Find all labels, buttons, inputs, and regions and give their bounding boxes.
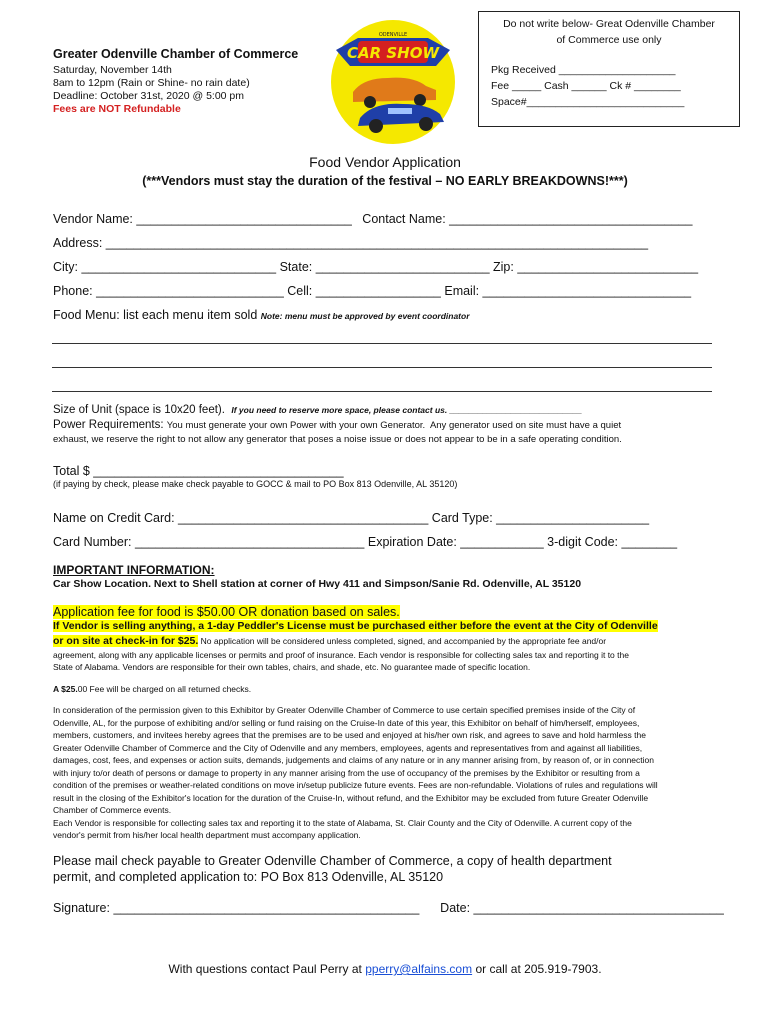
legal-line: vendor's permit from his/her local health department must accompany application.: [53, 830, 361, 840]
signature-date-field[interactable]: Signature: ____________________________________________ Date: ____________________________________: [53, 901, 724, 915]
peddler-rest-3: State of Alabama. Vendors are responsible for their own tables, chairs, and shade, etc. No guarantee made of specific location.: [53, 662, 531, 672]
office-heading-1: Do not write below- Great Odenville Chamber: [503, 18, 715, 30]
application-fee-line: [53, 605, 400, 619]
menu-line-1[interactable]: [52, 343, 712, 344]
legal-line: result in the closing of the Exhibitor's location for the duration of the Cruise-In, without refund, and the Exhibitor may be excluded from future Greater Odenville: [53, 792, 649, 803]
legal-text: [53, 704, 733, 842]
application-subtitle: (***Vendors must stay the duration of the festival – NO EARLY BREAKDOWNS!***): [142, 174, 628, 188]
event-date: Saturday, November 14th: [53, 64, 172, 76]
peddler-line-2: [53, 635, 606, 647]
legal-line: Odenville, AL, for the purpose of exhibiting and/or selling or fund raising on the Cruise-In date of this year, this Exhibitor on behalf of him/herself, employees,: [53, 717, 640, 728]
unit-size-field[interactable]: [53, 404, 582, 416]
peddler-text-1: If Vendor is selling anything, a 1-day Peddler's License must be purchased either before the event at the City of Odenville: [53, 620, 658, 632]
office-use-box: [478, 11, 740, 127]
logo-top-text: ODENVILLE: [378, 32, 408, 38]
peddler-rest-1: No application will be considered unless completed, signed, and accompanied by the appropriate fee and/or: [198, 636, 607, 646]
power-text-2: exhaust, we reserve the right to not allow any generator that poses a noise issue or does not appear to be in a safe operating condition.: [53, 434, 622, 445]
fee-cash-check: Fee _____ Cash ______ Ck # ________: [491, 80, 681, 92]
city-state-zip-field[interactable]: City: ____________________________ State: _________________________ Zip: __________________________: [53, 260, 699, 274]
contact-suffix: or call at 205.919-7903.: [472, 962, 602, 976]
peddler-text-2: or on site at check-in for $25.: [53, 635, 199, 647]
food-menu-label: [53, 308, 470, 322]
contact-prefix: With questions contact Paul Perry at: [168, 962, 366, 976]
legal-line: Greater Odenville Chamber of Commerce and the City of Odenville and any members, employees, agents and representatives from and against all liabilities,: [53, 742, 643, 753]
office-heading-2: of Commerce use only: [556, 34, 662, 46]
returned-check-fee: A $25.: [53, 684, 78, 694]
deadline: Deadline: October 31st, 2020 @ 5:00 pm: [53, 90, 245, 102]
car-show-logo: [318, 10, 468, 150]
application-fee-text: Application fee for food is $50.00 OR donation based on sales.: [53, 605, 400, 619]
total-check-note: (if paying by check, please make check payable to GOCC & mail to PO Box 813 Odenville, AL 35120): [53, 479, 458, 489]
legal-line: with injury to/or death of persons or damage to property in any manner arising from the use of occupancy of the premises by the Exhibitor or resulting from a: [53, 767, 640, 778]
space-number: Space#___________________________: [491, 96, 685, 108]
menu-line-3[interactable]: [52, 391, 712, 392]
power-label: Power Requirements:: [53, 419, 167, 431]
legal-line: Chamber of Commerce events.: [53, 805, 172, 815]
credit-card-name-type-field[interactable]: Name on Credit Card: ____________________________________ Card Type: ______________________: [53, 511, 650, 525]
application-title: Food Vendor Application: [309, 154, 461, 170]
legal-line: In consideration of the permission given to this Exhibitor by Greater Odenville Chamber of Commerce to use certain specified premises inside of the City of: [53, 705, 636, 715]
car-show-location: Car Show Location. Next to Shell station at corner of Hwy 411 and Simpson/Sanie Rd. Odenville, AL 35120: [53, 578, 582, 590]
fees-not-refundable: Fees are NOT Refundable: [53, 103, 181, 115]
returned-check-text: 00 Fee will be charged on all returned checks.: [77, 684, 252, 694]
important-heading: IMPORTANT INFORMATION:: [53, 563, 215, 577]
event-time: 8am to 12pm (Rain or Shine- no rain date): [53, 77, 250, 89]
organization-name: Greater Odenville Chamber of Commerce: [53, 47, 299, 61]
address-field[interactable]: Address: ______________________________________________________________________________: [53, 236, 649, 250]
food-menu-note: Note: menu must be approved by event coordinator: [260, 311, 470, 321]
legal-line: damages, cost, fees, and expenses or action suits, demands, judgements and claims of any nature or in any manner arising from, by reason of, or in connection: [53, 755, 654, 765]
mail-instructions-2: permit, and completed application to: PO Box 813 Odenville, AL 35120: [53, 870, 444, 884]
peddler-rest-2: agreement, along with any applicable licenses or permits and proof of insurance. Each vendor is responsible for collecting sales tax and reporting it to the: [53, 650, 629, 660]
vendor-contact-field[interactable]: Vendor Name: _______________________________ Contact Name: ___________________________________: [53, 212, 693, 226]
power-text-1: You must generate your own Power with your own Generator. Any generator used on site must have a quiet: [166, 420, 622, 431]
unit-size-note: If you need to reserve more space, please contact us. ____________________________: [231, 405, 582, 415]
power-requirements: [53, 419, 621, 431]
phone-cell-email-field[interactable]: Phone: ___________________________ Cell: __________________ Email: ______________________________: [53, 284, 692, 298]
total-field[interactable]: Total $ ____________________________________: [53, 464, 344, 478]
food-menu-text: Food Menu: list each menu item sold: [53, 308, 261, 322]
card-number-expiration-field[interactable]: Card Number: _________________________________ Expiration Date: ____________ 3-digit Code: ________: [53, 535, 678, 549]
peddler-line-1: [53, 620, 658, 632]
contact-line: [0, 962, 770, 976]
legal-line: Each Vendor is responsible for collecting sales tax and reporting it to the state of Alabama, St. Clair County and the City of Odenville. A current copy of the: [53, 817, 632, 828]
legal-line: members, customers, and invitees hereby agrees that the premises are to be used and enjoyed at his/her own risk, and agrees to save and hold harmless the: [53, 730, 646, 740]
contact-email-link[interactable]: pperry@alfains.com: [365, 962, 473, 976]
unit-size-label: Size of Unit (space is 10x20 feet).: [53, 404, 232, 416]
pkg-received: Pkg Received ____________________: [491, 64, 676, 76]
mail-instructions-1: Please mail check payable to Greater Odenville Chamber of Commerce, a copy of health department: [53, 854, 612, 868]
legal-line: condition of the premises or weather-related conditions on move in/setup publicize future events. Fees are non-refundable. Violations of rules and regulations will: [53, 780, 658, 790]
menu-line-2[interactable]: [52, 367, 712, 368]
logo-banner-text: CAR SHOW: [346, 44, 440, 62]
returned-checks: [53, 683, 251, 696]
